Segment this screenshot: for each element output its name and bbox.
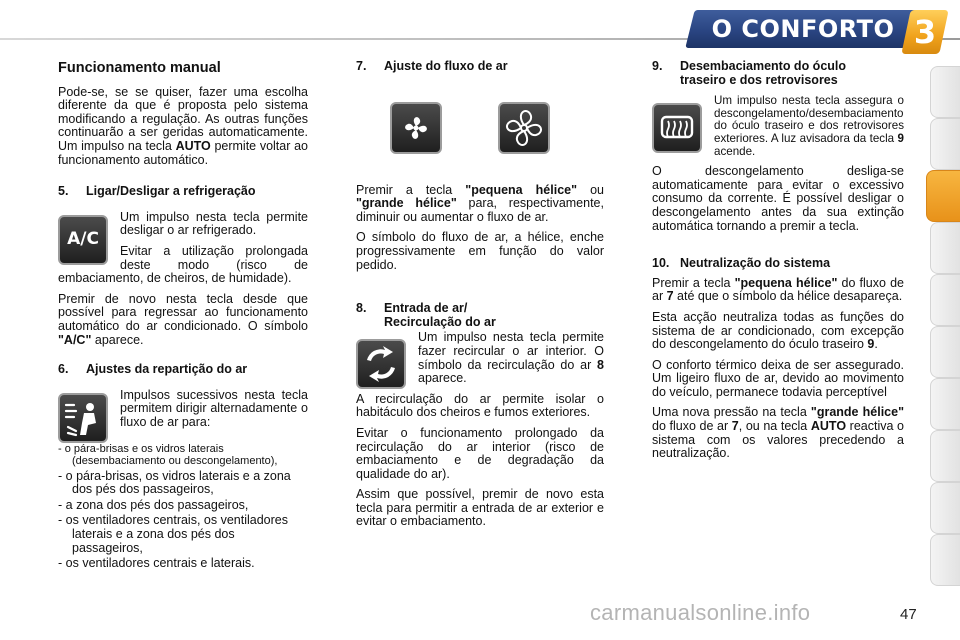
list-item: - os ventiladores centrais e laterais.	[58, 556, 255, 571]
text: acende.	[714, 144, 756, 158]
chapter-tab[interactable]	[930, 326, 960, 378]
section-number: 5.	[58, 184, 69, 199]
section-title: Desembaciamento do óculo	[680, 59, 847, 73]
chapter-tab-active[interactable]	[926, 170, 960, 222]
ac-button-icon: A/C	[58, 215, 108, 265]
key-label: "pequena hélice"	[465, 182, 578, 197]
section-number: 8.	[356, 301, 367, 316]
text: até que o símbolo da hélice desapareça.	[673, 289, 903, 304]
text: ou	[577, 182, 604, 197]
page-number: 47	[900, 606, 917, 623]
rear-defrost-icon	[652, 103, 702, 153]
fan-icons-row	[356, 102, 604, 156]
section-title: Ajustes da repartição do ar	[86, 362, 248, 377]
section-number: 6.	[58, 362, 69, 377]
s10-paragraph-3: O conforto térmico deixa de ser assegurado. Um ligeiro fluxo de ar, devido ao movimento do veículo, permanece todavia perceptível	[652, 357, 904, 399]
airflow-targets-list	[58, 443, 308, 571]
list-item-text: o pára-brisas e os vidros laterais (desembaciamento ou descongelamento),	[64, 442, 278, 468]
s8-paragraph-4: Assim que possível, premir de novo esta tecla para permitir a entrada de ar exterior e evitar o embaciamento.	[356, 487, 604, 529]
s6-paragraph-1: Impulsos sucessivos nesta tecla permitem dirigir alternadamente o fluxo de ar para:	[120, 387, 308, 429]
text: Pode-se, se se quiser, fazer uma escolha diferente da que é proposta pelo sistema modificando a regulação. As outras funções continuarão a ser geridas automaticamente. Um impulso na tecla	[58, 84, 308, 153]
key-label: "pequena hélice"	[734, 275, 838, 290]
list-item: - o pára-brisas e os vidros laterais (desembaciamento ou descongelamento),	[58, 442, 278, 468]
section-7-heading	[356, 60, 604, 74]
chapter-tab[interactable]	[930, 534, 960, 586]
text: do fluxo de ar	[652, 419, 732, 434]
large-fan-icon	[498, 102, 550, 154]
page-header	[0, 0, 960, 58]
list-item: - a zona dos pés dos passageiros,	[58, 497, 249, 512]
list-item: - o pára-brisas, os vidros laterais e a zona dos pés dos passageiros,	[58, 468, 291, 497]
column-right	[652, 60, 904, 468]
text: Esta acção neutraliza todas as funções do sistema de ar condicionado, com excepção do descongelamento do óculo traseiro	[652, 309, 904, 352]
text: Premir de novo nesta tecla desde que possível para regressar ao funcionamento automático do ar condicionado. O símbolo	[58, 291, 308, 333]
section-8-heading	[356, 302, 604, 329]
text: permite voltar ao funcionamento automático.	[58, 138, 308, 167]
key-number: 7	[731, 419, 739, 434]
s7-paragraph-2: O símbolo do fluxo de ar, a hélice, enche progressivamente em função do valor pedido.	[356, 230, 604, 272]
key-number: 9	[867, 337, 875, 352]
section-title: Entrada de ar/	[384, 301, 468, 316]
chapter-tab[interactable]	[930, 378, 960, 430]
auto-key-label: AUTO	[810, 419, 847, 434]
ac-symbol-label: "A/C"	[58, 332, 92, 347]
column-left	[58, 60, 308, 573]
s9-paragraph-2: O descongelamento desliga-se automaticamente para evitar o excessivo consumo da corrente. É possível desligar o descongelamento antes da sua extinção automática tornando a premir a tecla.	[652, 164, 904, 233]
key-number: 9	[897, 131, 904, 145]
chapter-tab[interactable]	[930, 222, 960, 274]
section-number: 7.	[356, 59, 367, 73]
section-title: Ajuste do fluxo de ar	[384, 59, 508, 73]
text: aparece.	[418, 371, 467, 386]
s8-paragraph-3: Evitar o funcionamento prolongado da recirculação do ar interior (risco de embaciamento e de degradação da qualidade do ar).	[356, 425, 604, 481]
air-distribution-icon	[58, 393, 108, 443]
section-title-line-2: traseiro e dos retrovisores	[680, 72, 838, 87]
text: Premir a tecla	[356, 182, 466, 197]
section-heading: Funcionamento manual	[58, 60, 221, 76]
section-title-line-2: Recirculação do ar	[384, 314, 496, 329]
chapter-tabs	[926, 66, 960, 576]
small-fan-icon	[390, 102, 442, 154]
s10-paragraph-1	[652, 277, 904, 304]
text: .	[874, 337, 878, 352]
chapter-number: 3	[913, 13, 937, 51]
column-middle	[356, 60, 604, 536]
s10-paragraph-4	[652, 406, 904, 460]
s5-paragraph-3	[58, 293, 308, 347]
list-item-text: os ventiladores centrais, os ventiladores laterais e a zona dos pés dos passageiros,	[65, 513, 288, 555]
text: aparece.	[91, 332, 144, 347]
watermark: carmanualsonline.info	[590, 600, 811, 625]
section-number: 9.	[652, 59, 663, 73]
list-item-text: a zona dos pés dos passageiros,	[65, 497, 249, 512]
section-5-heading	[58, 185, 308, 199]
list-item-text: os ventiladores centrais e laterais.	[65, 556, 255, 571]
key-label: "grande hélice"	[810, 405, 904, 420]
s8-paragraph-2: A recirculação do ar permite isolar o habitáculo dos cheiros e fumos exteriores.	[356, 391, 604, 420]
auto-key-label: AUTO	[175, 138, 211, 153]
s5-paragraph-2: Evitar a utilização prolongada deste modo (risco de embaciamento, de cheiros, de humidade).	[58, 243, 308, 286]
section-number: 10.	[652, 256, 670, 271]
intro-paragraph	[58, 86, 308, 168]
text: Premir a tecla	[652, 275, 735, 290]
s5-paragraph-1: Um impulso nesta tecla permite desligar o ar refrigerado.	[120, 209, 308, 238]
section-10-heading	[652, 257, 904, 271]
chapter-tab[interactable]	[930, 118, 960, 170]
text: Uma nova pressão na tecla	[652, 405, 811, 420]
section-9-heading	[652, 60, 904, 87]
text: do fluxo de ar	[652, 275, 904, 304]
key-number: 8	[597, 357, 604, 372]
list-item: - os ventiladores centrais, os ventiladores laterais e a zona dos pés dos passageiros,	[58, 513, 288, 555]
text: , ou na tecla	[738, 419, 811, 434]
text: Um impulso nesta tecla permite fazer recircular o ar interior. O símbolo da recirculação do ar	[418, 330, 604, 372]
text: para, respectivamente, diminuir ou aumentar o fluxo de ar.	[356, 196, 604, 224]
list-item-text: o pára-brisas, os vidros laterais e a zona dos pés dos passageiros,	[65, 468, 291, 497]
chapter-tab[interactable]	[930, 274, 960, 326]
section-6-heading	[58, 363, 308, 377]
recirculation-icon	[356, 339, 406, 389]
key-label: "grande hélice"	[356, 196, 457, 211]
key-number: 7	[666, 289, 674, 304]
s10-paragraph-2	[652, 311, 904, 352]
chapter-tab[interactable]	[930, 66, 960, 118]
chapter-tab[interactable]	[930, 430, 960, 482]
text: reactiva o sistema com os valores precedendo a neutralização.	[652, 419, 905, 461]
chapter-title: O CONFORTO	[711, 15, 895, 43]
text: Um impulso nesta tecla assegura o descongelamento/desembaciamento do óculo traseiro e dos retrovisores exteriores. A luz avisadora da tecla	[714, 94, 904, 145]
section-title: Neutralização do sistema	[680, 256, 831, 271]
s7-paragraph-1	[356, 184, 604, 225]
section-title: Ligar/Desligar a refrigeração	[86, 184, 256, 199]
chapter-tab[interactable]	[930, 482, 960, 534]
